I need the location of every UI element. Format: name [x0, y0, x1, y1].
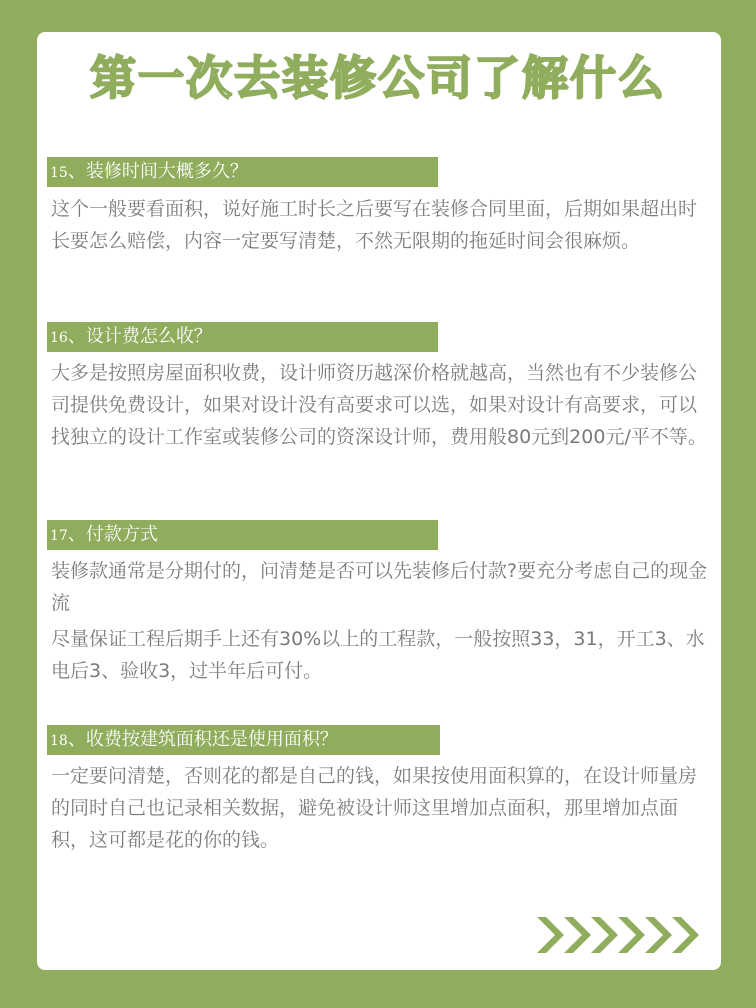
section-number: 15 [50, 165, 68, 181]
section-heading: 、装修时间大概多久？ [67, 161, 248, 182]
section-header-15 [47, 157, 438, 187]
section-header-18 [47, 725, 440, 755]
section-header-16 [47, 322, 438, 352]
section-number: 16 [50, 330, 68, 346]
section-number: 18 [50, 733, 68, 749]
arrows-decoration [537, 915, 702, 955]
section-body-15: 这个一般要看面积，说好施工时长之后要写在装修合同里面，后期如果超出时长要怎么赔偿，内容一定要写清楚，不然无限期的拖延时间会很麻烦。 [51, 198, 698, 252]
chevron-right-icon [537, 917, 564, 953]
chevron-right-icon [645, 917, 672, 953]
section-body-18: 一定要问清楚，否则花的都是自己的钱，如果按使用面积算的，在设计师量房的同时自己也记录相关数据，避免被设计师这里增加点面积，那里增加点面积，这可都是花的你的钱。 [51, 765, 698, 851]
section-body-17-p2: 尽量保证工程后期手上还有30%以上的工程款，一般按照33，31，开工3、水电后3、验收3，过半年后可付。 [51, 628, 705, 682]
chevron-right-icon [591, 917, 618, 953]
section-body-17-p1: 装修款通常是分期付的，问清楚是否可以先装修后付款?要充分考虑自己的现金流 [51, 560, 708, 614]
chevron-right-icon [672, 917, 699, 953]
section-body-16: 大多是按照房屋面积收费，设计师资历越深价格就越高，当然也有不少装修公司提供免费设计，如果对设计没有高要求可以选，如果对设计有高要求，可以找独立的设计工作室或装修公司的资深设计师，费用般80元到200元/平不等。 [51, 362, 707, 448]
section-heading: 、设计费怎么收？ [67, 326, 212, 347]
section-number: 17 [50, 528, 68, 544]
chevron-right-icon [618, 917, 645, 953]
page-title: 第一次去装修公司了解什么 [90, 51, 666, 105]
chevron-right-icon [564, 917, 591, 953]
section-heading: 、收费按建筑面积还是使用面积？ [67, 729, 338, 750]
section-header-17 [47, 520, 438, 550]
section-heading: 、付款方式 [67, 524, 158, 545]
